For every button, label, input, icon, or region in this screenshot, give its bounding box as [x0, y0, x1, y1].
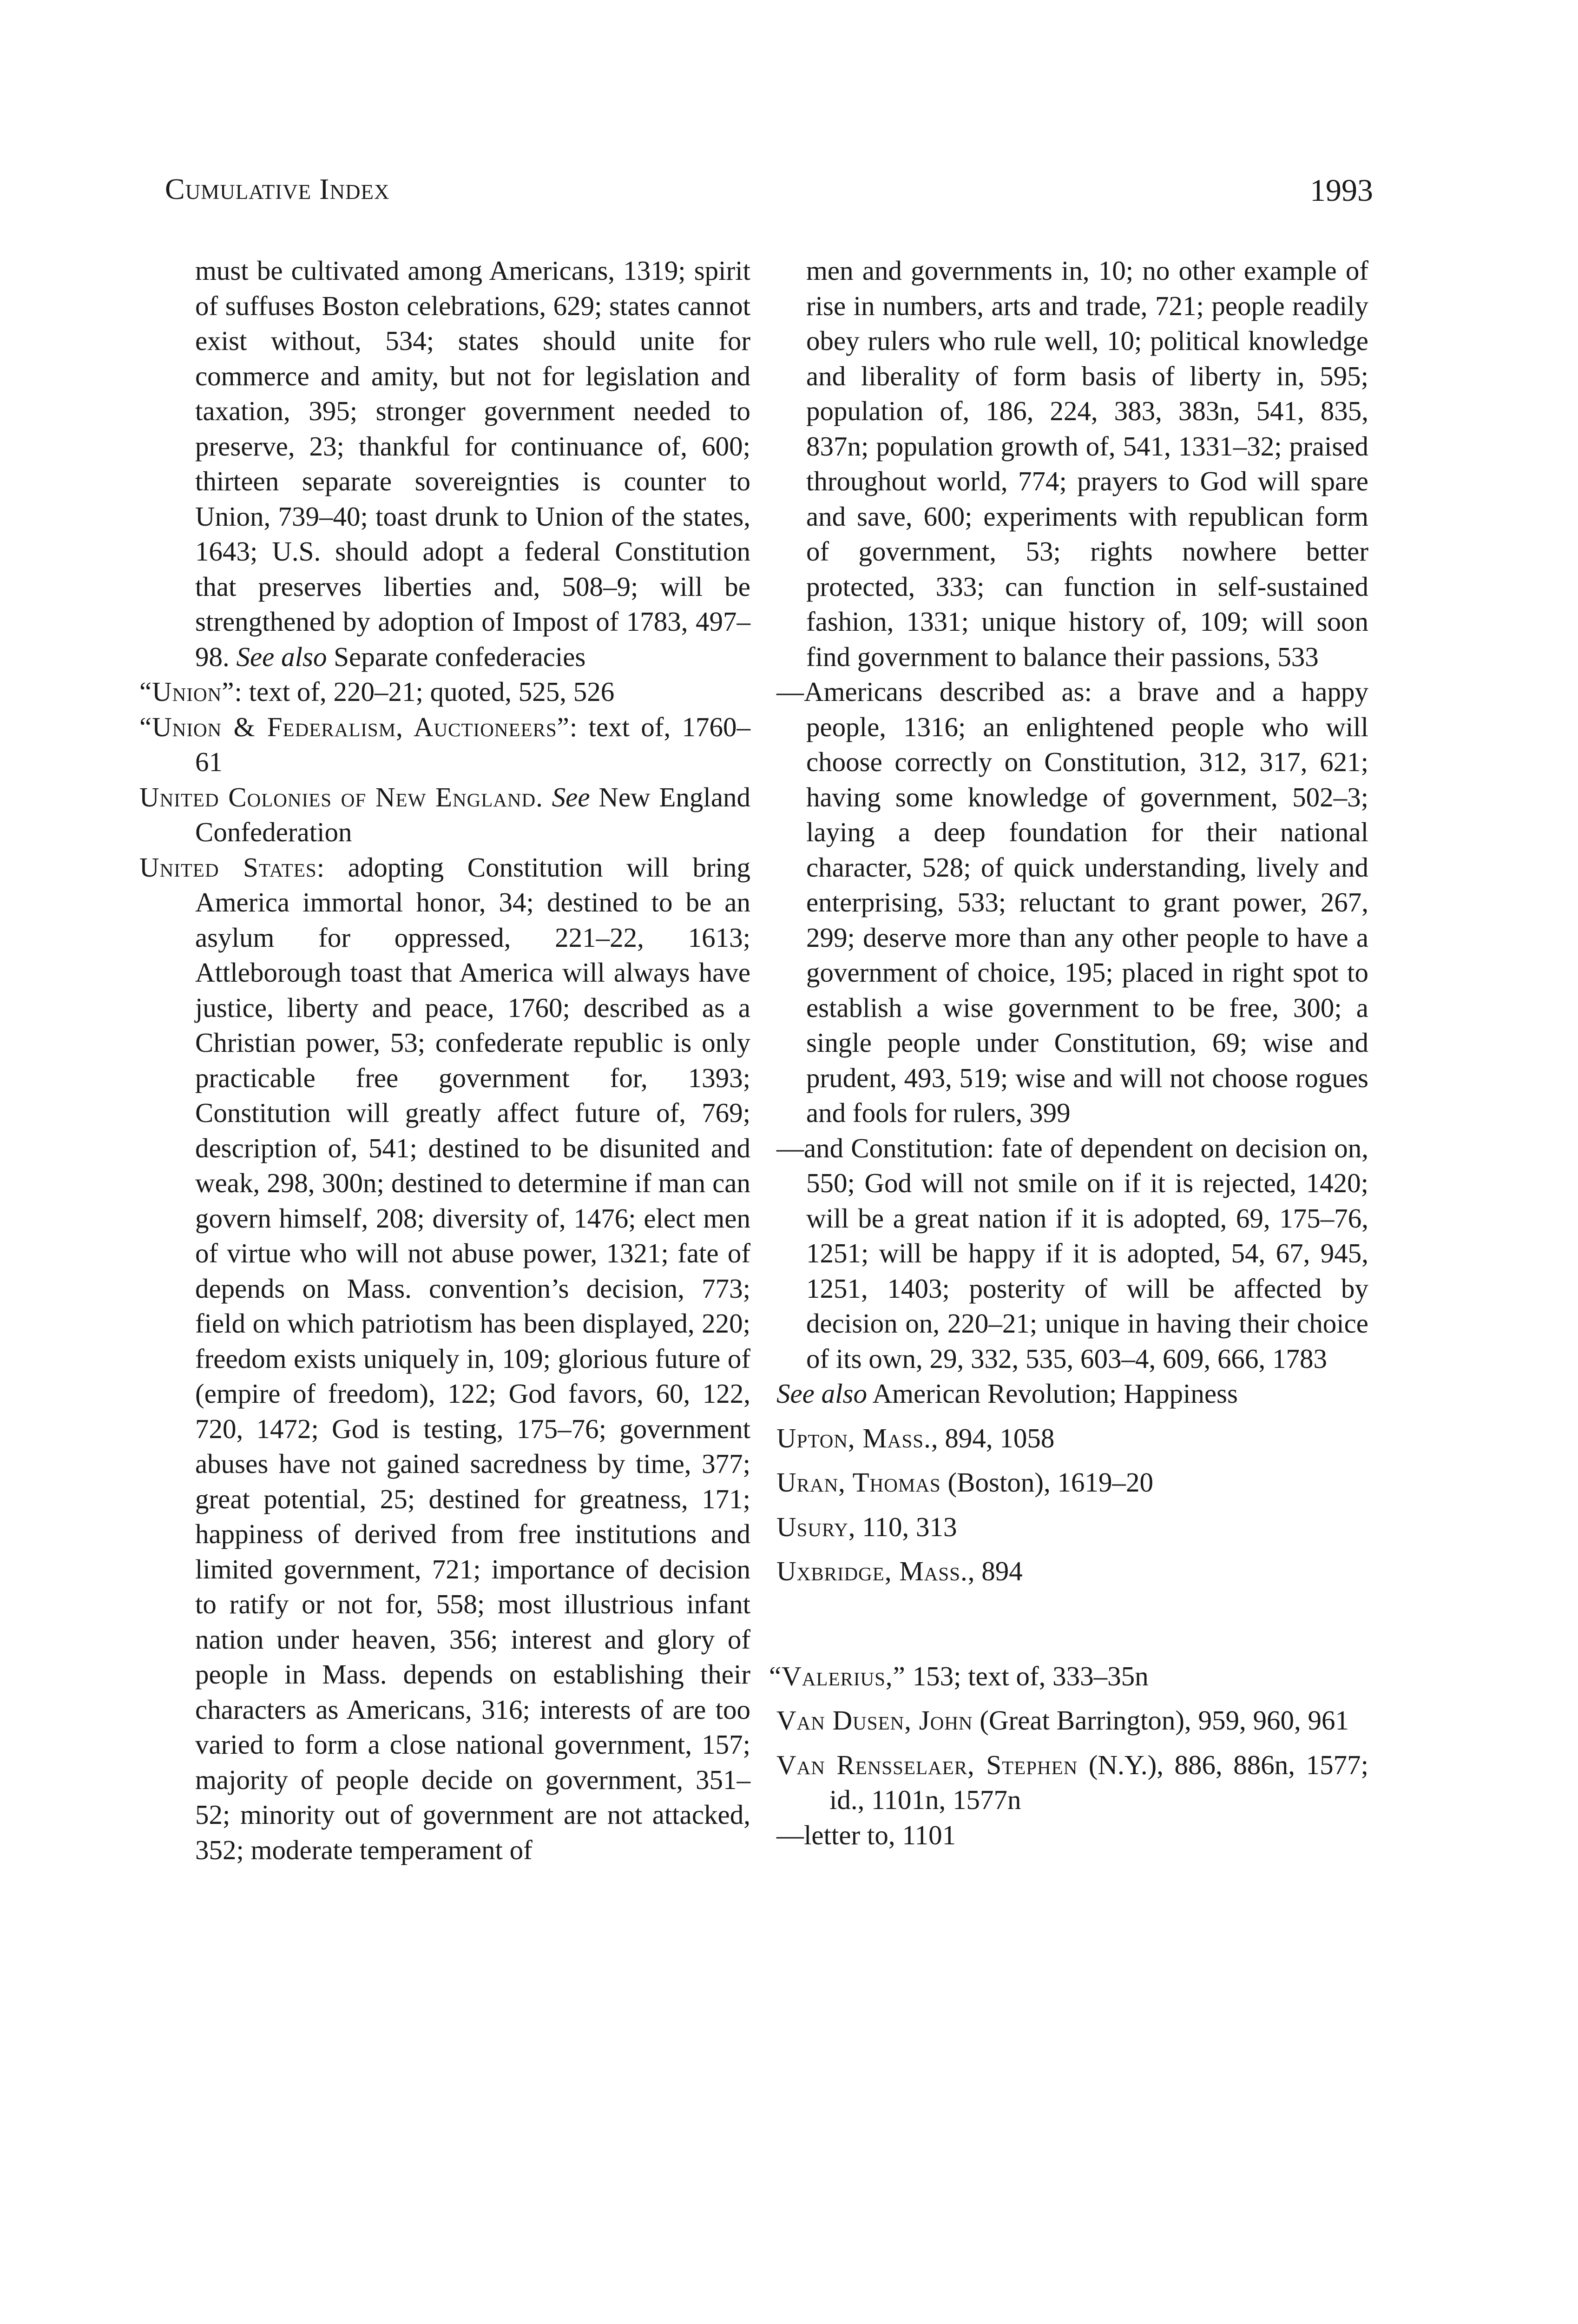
entry-text: : text of, 220–21; quoted, 525, 526 [234, 676, 615, 707]
entry-heading: Uran, Thomas [776, 1467, 941, 1498]
entry-heading: “Valerius,” [769, 1660, 906, 1691]
entry-heading: United Colonies of New England. [139, 781, 543, 812]
index-column-right [760, 253, 1368, 1853]
index-column-left [139, 253, 750, 1868]
entry-text: , 894 [967, 1556, 1023, 1586]
index-entry-valerius [760, 1659, 1368, 1694]
page-number: 1993 [1310, 172, 1373, 208]
see-also-label: See also [776, 1378, 867, 1409]
entry-heading: Usury [776, 1511, 848, 1542]
entry-heading: Van Dusen, John [776, 1705, 973, 1736]
see-also-target: American Revolution; Happiness [867, 1378, 1238, 1409]
entry-heading: Uxbridge, Mass. [776, 1556, 968, 1586]
entry-text: —Americans described as: a brave and a happy people, 1316; an enlightened people who will choose correctly on Constitution, 312, 317, 621; having some knowledge of government, 502–3; laying a deep foundation for their national character, 528; of quick understanding, lively and enterprising, 533; reluctant to grant power, 267, 299; deserve more than any other people to have a government of choice, 195; placed in right spot to establish a wise government to be free, 300; a single people under Constitution, 69; wise and prudent, 493, 519; wise and will not choose rogues and fools for rulers, 399 [776, 676, 1368, 1128]
index-entry-van-rensselaer [760, 1748, 1368, 1818]
index-subentry-letter-to [760, 1818, 1368, 1853]
index-entry-van-dusen [760, 1703, 1368, 1738]
entry-text: men and governments in, 10; no other example of rise in numbers, arts and trade, 721; people readily obey rulers who rule well, 10; political knowledge and liberality of form basis of liberty in, 595; population of, 186, 224, 383, 383n, 541, 835, 837n; population growth of, 541, 1331–32; praised throughout world, 774; prayers to God will spare and save, 600; experiments with republican form of government, 53; rights nowhere better protected, 333; can function in self-sustained fashion, 1331; unique history of, 109; will soon find government to balance their passions, 533 [806, 255, 1368, 672]
see-also-target: Separate confederacies [327, 641, 586, 672]
see-label: See [543, 781, 590, 812]
union-continuation-text: must be cultivated among Americans, 1319; spirit of suffuses Boston celebrations, 629; states cannot exist without, 534; states should unite for commerce and amity, but not for legislation and taxation, 395; stronger government needed to preserve, 23; thankful for continuance of, 600; thirteen separate sovereignties is counter to Union, 739–40; toast drunk to Union of the states, 1643; U.S. should adopt a federal Constitution that preserves liberties and, 508–9; will be strengthened by adoption of Impost of 1783, 497–98. [195, 255, 750, 672]
index-entry-uran [760, 1465, 1368, 1500]
index-entry-united-colonies [139, 780, 750, 850]
entry-text: , 894, 1058 [931, 1422, 1055, 1453]
index-see-also-us [760, 1376, 1368, 1412]
see-also-label: See also [236, 641, 327, 672]
index-entry-union-quoted [139, 674, 750, 710]
index-entry-union-continuation [139, 253, 750, 674]
running-head [165, 172, 1373, 228]
entry-heading: “Union” [139, 676, 235, 707]
index-entry-usury [760, 1510, 1368, 1545]
entry-text: (Boston), 1619–20 [940, 1467, 1153, 1498]
entry-text: —letter to, 1101 [776, 1819, 956, 1850]
index-subentry-americans-described [760, 674, 1368, 1131]
index-entry-auctioneers [139, 710, 750, 780]
entry-heading: United States [139, 852, 317, 883]
entry-text: —and Constitution: fate of dependent on decision on, 550; God will not smile on if it is rejected, 1420; will be a great nation if it is adopted, 69, 175–76, 1251; will be happy if it is adopted, 54, 67, 945, 1251, 1403; posterity of will be affected by decision on, 220–21; unique in having their choice of its own, 29, 332, 535, 603–4, 609, 666, 1783 [776, 1132, 1368, 1374]
index-entry-upton [760, 1421, 1368, 1456]
entry-heading: Upton, Mass. [776, 1422, 931, 1453]
entry-heading: “Union & Federalism, Auctioneers” [139, 711, 570, 742]
entry-text: : text of, 1760–61 [195, 711, 750, 777]
entry-text: , 110, 313 [848, 1511, 957, 1542]
index-subentry-and-constitution [760, 1131, 1368, 1377]
entry-text: (N.Y.), 886, 886n, 1577; id., 1101n, 1577n [829, 1749, 1368, 1815]
entry-text: 153; text of, 333–35n [905, 1660, 1149, 1691]
entry-text: (Great Barrington), 959, 960, 961 [973, 1705, 1349, 1736]
index-entry-us-continuation [760, 253, 1368, 674]
index-entry-uxbridge [760, 1554, 1368, 1589]
running-head-title: Cumulative Index [165, 172, 390, 205]
index-entry-united-states [139, 850, 750, 1868]
entry-text: : adopting Constitution will bring America immortal honor, 34; destined to be an asylum for oppressed, 221–22, 1613; Attleborough toast that America will always have justice, liberty and peace, 1760; described as a Christian power, 53; confederate republic is only practicable free government for, 1393; Constitution will greatly affect future of, 769; description of, 541; destined to be disunited and weak, 298, 300n; destined to determine if man can govern himself, 208; diversity of, 1476; elect men of virtue who will not abuse power, 1321; fate of depends on Mass. convention’s decision, 773; field on which patriotism has been displayed, 220; freedom exists uniquely in, 109; glorious future of (empire of freedom), 122; God favors, 60, 122, 720, 1472; God is testing, 175–76; government abuses have not gained sacredness by time, 377; great potential, 25; destined for greatness, 171; happiness of derived from free institutions and limited government, 721; importance of decision to ratify or not for, 558; most illustrious infant nation under heaven, 356; interest and glory of people in Mass. depends on establishing their characters as Americans, 316; interests of are too varied to form a close national government, 157; majority of people decide on government, 351–52; minority out of government are not attacked, 352; moderate temperament of [195, 852, 750, 1865]
see-target: New England Confederation [195, 781, 751, 847]
entry-heading: Van Rensselaer, Stephen [776, 1749, 1078, 1780]
